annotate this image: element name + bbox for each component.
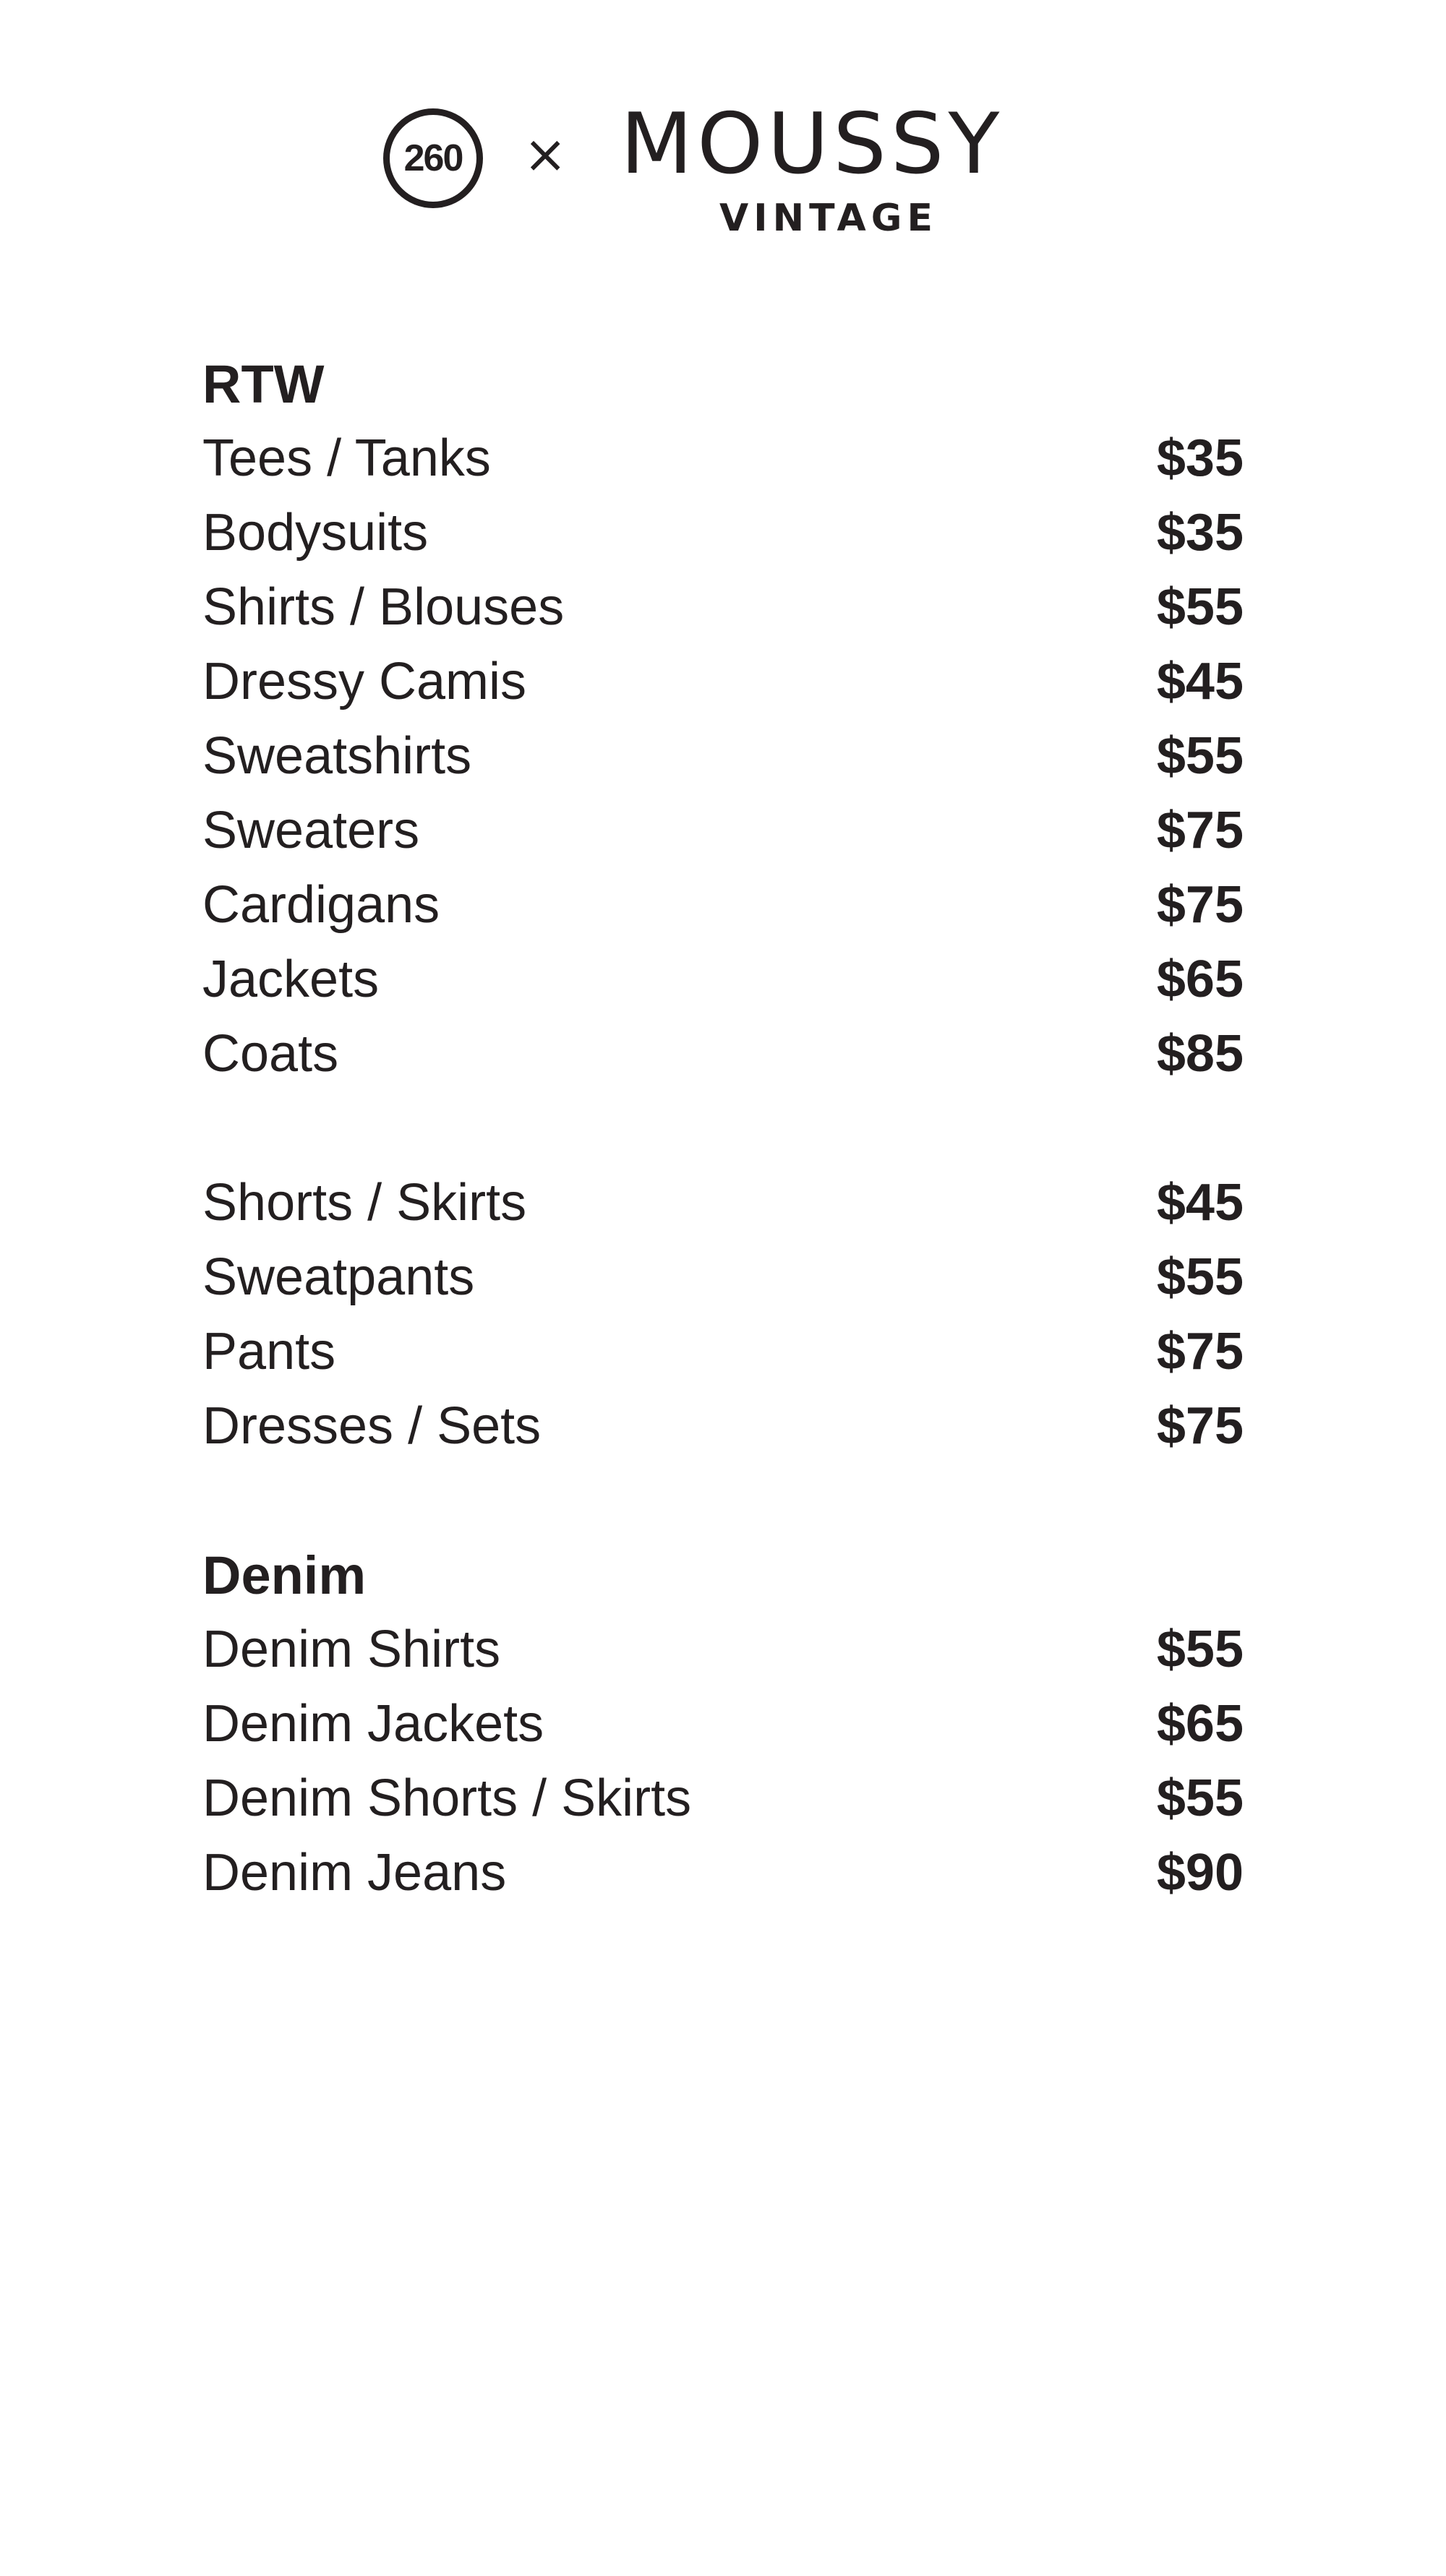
item-name: Coats: [202, 1025, 339, 1083]
item-price: $45: [1156, 1174, 1244, 1232]
item-name: Denim Jackets: [202, 1695, 544, 1753]
section-denim: [202, 1538, 1244, 1910]
item-price: $35: [1156, 429, 1244, 487]
item-name: Jackets: [202, 950, 380, 1008]
item-name: Denim Jeans: [202, 1844, 507, 1902]
item-name: Dresses / Sets: [202, 1397, 542, 1455]
list-item: [202, 1315, 1244, 1389]
item-price: $55: [1156, 1620, 1244, 1678]
list-item: [202, 1836, 1244, 1910]
list-item: [202, 1017, 1244, 1091]
list-item: [202, 1687, 1244, 1761]
item-name: Sweatpants: [202, 1248, 475, 1306]
list-item: [202, 1613, 1244, 1687]
item-price: $65: [1156, 1695, 1244, 1753]
item-name: Denim Shirts: [202, 1620, 501, 1678]
logo-260-badge: 260: [383, 108, 483, 208]
item-price: $75: [1156, 1323, 1244, 1381]
item-price: $75: [1156, 1397, 1244, 1455]
list-item: [202, 1389, 1244, 1464]
price-list: [202, 347, 1244, 1910]
list-item: [202, 719, 1244, 794]
section-rtw: [202, 347, 1244, 1091]
collab-times-sign: ×: [523, 124, 568, 184]
list-item: [202, 943, 1244, 1017]
item-name: Bodysuits: [202, 504, 429, 562]
list-item: [202, 421, 1244, 496]
item-name: Pants: [202, 1323, 336, 1381]
item-price: $65: [1156, 950, 1244, 1008]
item-name: Sweatshirts: [202, 727, 472, 785]
brand-wordmark: MOUSSY: [620, 95, 1004, 193]
item-name: Dressy Camis: [202, 653, 527, 710]
brand-header: [0, 95, 1446, 267]
item-name: Shirts / Blouses: [202, 578, 565, 636]
item-price: $55: [1156, 578, 1244, 636]
item-price: $45: [1156, 653, 1244, 710]
item-price: $75: [1156, 876, 1244, 934]
list-item: [202, 1761, 1244, 1836]
list-item: [202, 570, 1244, 645]
item-name: Cardigans: [202, 876, 440, 934]
list-item: [202, 1240, 1244, 1315]
section-bottoms-dresses: [202, 1166, 1244, 1464]
brand-subline: VINTAGE: [719, 197, 938, 240]
list-item: [202, 868, 1244, 943]
list-item: [202, 1166, 1244, 1240]
item-name: Sweaters: [202, 802, 420, 859]
item-price: $55: [1156, 1769, 1244, 1827]
list-item: [202, 645, 1244, 719]
item-price: $85: [1156, 1025, 1244, 1083]
item-name: Denim Shorts / Skirts: [202, 1769, 692, 1827]
item-price: $55: [1156, 1248, 1244, 1306]
list-item: [202, 794, 1244, 868]
item-price: $55: [1156, 727, 1244, 785]
item-price: $75: [1156, 802, 1244, 859]
item-name: Shorts / Skirts: [202, 1174, 527, 1232]
item-price: $90: [1156, 1844, 1244, 1902]
item-price: $35: [1156, 504, 1244, 562]
section-title-rtw: RTW: [202, 354, 325, 414]
item-name: Tees / Tanks: [202, 429, 491, 487]
list-item: [202, 496, 1244, 570]
section-title-denim: Denim: [202, 1545, 367, 1605]
